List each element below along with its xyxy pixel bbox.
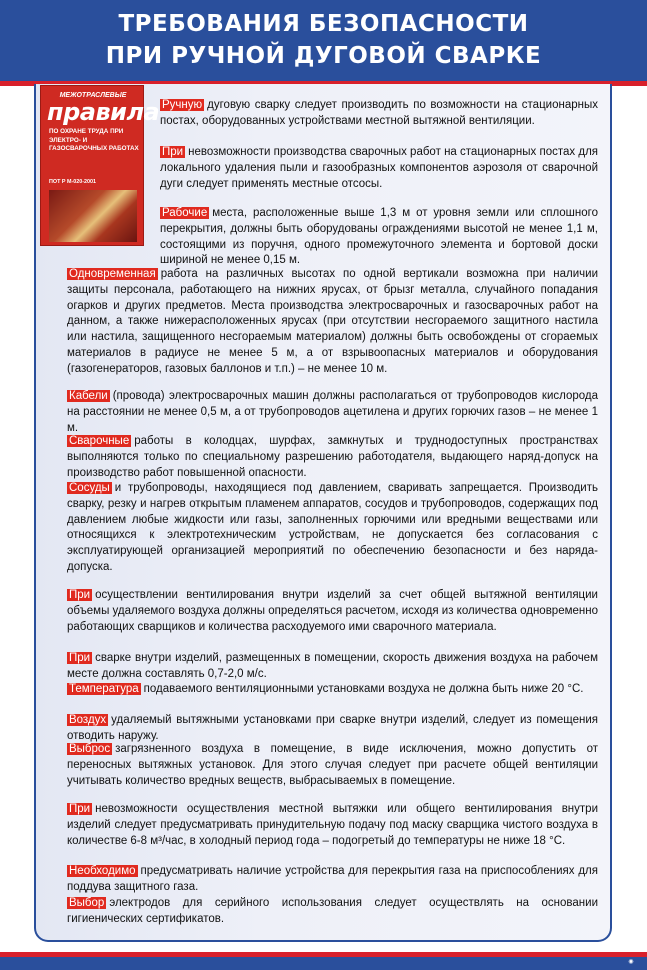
- paragraph-text: удаляемый вытяжными установками при сварке внутри изделий, следует из помещения отводить наружу.: [67, 714, 598, 742]
- paragraph: [67, 434, 598, 481]
- keyword-highlight: Сварочные: [69, 435, 130, 447]
- paragraph-text: работа на различных высотах по одной вертикали возможна при наличии защиты персонала, работающего на нижних ярусах, от брызг металла, случайного попадания огарков и других предметов. Места производства электросварочных и газосварочных работ на данном, а также нижерасположенных ярусах (при отсутствии несгораемого защитного настила или настила, защищенного несгораемым материалом) должны быть освобождены от сгораемых материалов в радиусе не менее 5 м, а от взрывоопасных материалов и оборудования (газогенераторов, газовых баллонов и т.п.) – не менее 10 м.: [67, 268, 598, 375]
- paragraph: [67, 588, 598, 635]
- keyword-highlight: Сосуды: [69, 482, 110, 494]
- page-title-line-1: ТРЕБОВАНИЯ БЕЗОПАСНОСТИ: [118, 11, 529, 37]
- paragraph: [67, 389, 598, 436]
- paragraph: [67, 742, 598, 789]
- keyword-highlight: Кабели: [69, 390, 108, 402]
- keyword-highlight: Рабочие: [162, 207, 208, 219]
- paragraph-text: места, расположенные выше 1,3 м от уровня земли или сплошного перекрытия, должны быть оборудованы ограждениями высотой не менее 1,1 м, состоящими из поручня, одного промежуточного элемента и бортовой доски шириной не менее 0,15 м.: [160, 207, 598, 267]
- publisher-logo-icon: ◉: [628, 959, 634, 965]
- keyword-highlight: При: [69, 803, 91, 815]
- paragraph: [67, 481, 598, 576]
- paragraph: [67, 651, 598, 683]
- paragraph-text: осуществлении вентилирования внутри изделий за счет общей вытяжной вентиляции объемы удаляемого воздуха должны определяться расчетом, исходя из количества одновременно работающих сварщиков и количества расходуемого ими сварочного материала.: [67, 589, 598, 633]
- book-cover-top: МЕЖОТРАСЛЕВЫЕ: [59, 92, 127, 99]
- keyword-highlight: При: [69, 652, 91, 664]
- paragraph-text: невозможности производства сварочных работ на стационарных постах для локального удаления пыли и газообразных компонентов аэрозоля от сварочной дуги следует применять местные отсосы.: [160, 146, 598, 190]
- keyword-highlight: При: [69, 589, 91, 601]
- paragraph: [67, 896, 598, 928]
- keyword-highlight: Выброс: [69, 743, 111, 755]
- paragraph: [67, 864, 598, 896]
- paragraph-text: подаваемого вентиляционными установками воздуха не должна быть ниже 20 °С.: [143, 683, 584, 695]
- welder-photo: [49, 190, 137, 242]
- paragraph-text: сварке внутри изделий, размещенных в помещении, скорость движения воздуха на рабочем месте должна составлять 0,7-2,0 м/с.: [67, 652, 598, 680]
- paragraph: [67, 267, 598, 378]
- book-cover-subtitle: ПО ОХРАНЕ ТРУДА ПРИ ЭЛЕКТРО- И ГАЗОСВАРОЧНЫХ РАБОТАХ: [49, 128, 139, 153]
- paragraph-text: (провода) электросварочных машин должны располагаться от трубопроводов кислорода на расстоянии не менее 0,5 м, а от трубопроводов ацетилена и других горючих газов – не менее 1 м.: [67, 390, 598, 434]
- paragraph-text: электродов для серийного использования следует осуществлять на основании гигиенических сертификатов.: [67, 897, 598, 925]
- keyword-highlight: Ручную: [162, 99, 203, 111]
- paragraph-text: дуговую сварку следует производить по возможности на стационарных постах, оборудованных устройствами местной вытяжной вентиляции.: [160, 99, 598, 127]
- keyword-highlight: Одновременная: [69, 268, 156, 280]
- paragraph: [67, 802, 598, 849]
- keyword-highlight: Выбор: [69, 897, 105, 909]
- paragraph-text: работы в колодцах, шурфах, замкнутых и труднодоступных пространствах выполняются только по специальному разрешению работодателя, выдающего наряд-допуск на производство работ повышенной опасности.: [67, 435, 598, 479]
- keyword-highlight: Воздух: [69, 714, 107, 726]
- rules-book-cover: [40, 85, 160, 246]
- book-cover-code: ПОТ Р М-020-2001: [49, 179, 97, 185]
- header-banner: [0, 0, 647, 86]
- footer-bar: [0, 957, 647, 970]
- paragraph-text: и трубопроводы, находящиеся под давлением, сваривать запрещается. Производить сварку, резку и нагрев открытым пламенем аппаратов, сосудов и трубопроводов, содержащих под давлением любые жидкости или газы, заполненных горючими или вредными веществами или относящихся к электротехническим устройствам, не допускается без согласования с эксплуатирующей организацией мероприятий по обеспечению безопасности и без наряда-допуска.: [67, 482, 598, 573]
- paragraph: [160, 98, 598, 130]
- book-cover-title: правила: [47, 98, 160, 126]
- paragraph: [160, 145, 598, 192]
- paragraph-text: загрязненного воздуха в помещение, в виде исключения, можно допустить от переносных вытяжных установок. Для этого случая следует при расчете общей вентиляции учитывать количество вредных веществ, выбрасываемых в помещение.: [67, 743, 598, 787]
- page-title-line-2: ПРИ РУЧНОЙ ДУГОВОЙ СВАРКЕ: [105, 43, 542, 69]
- paragraph: [67, 682, 598, 698]
- paragraph-text: невозможности осуществления местной вытяжки или общего вентилирования внутри изделий следует предусматривать принудительную подачу под маску сварщика чистого воздуха в количестве 6-8 м³/час, в холодный период года – подогретый до температуры не ниже 18 °С.: [67, 803, 598, 847]
- keyword-highlight: При: [162, 146, 184, 158]
- paragraph-text: предусматривать наличие устройства для перекрытия газа на приспособлениях для поддува защитного газа.: [67, 865, 598, 893]
- paragraph: [160, 206, 598, 269]
- keyword-highlight: Необходимо: [69, 865, 136, 877]
- paragraph: [67, 713, 598, 745]
- keyword-highlight: Температура: [69, 683, 139, 695]
